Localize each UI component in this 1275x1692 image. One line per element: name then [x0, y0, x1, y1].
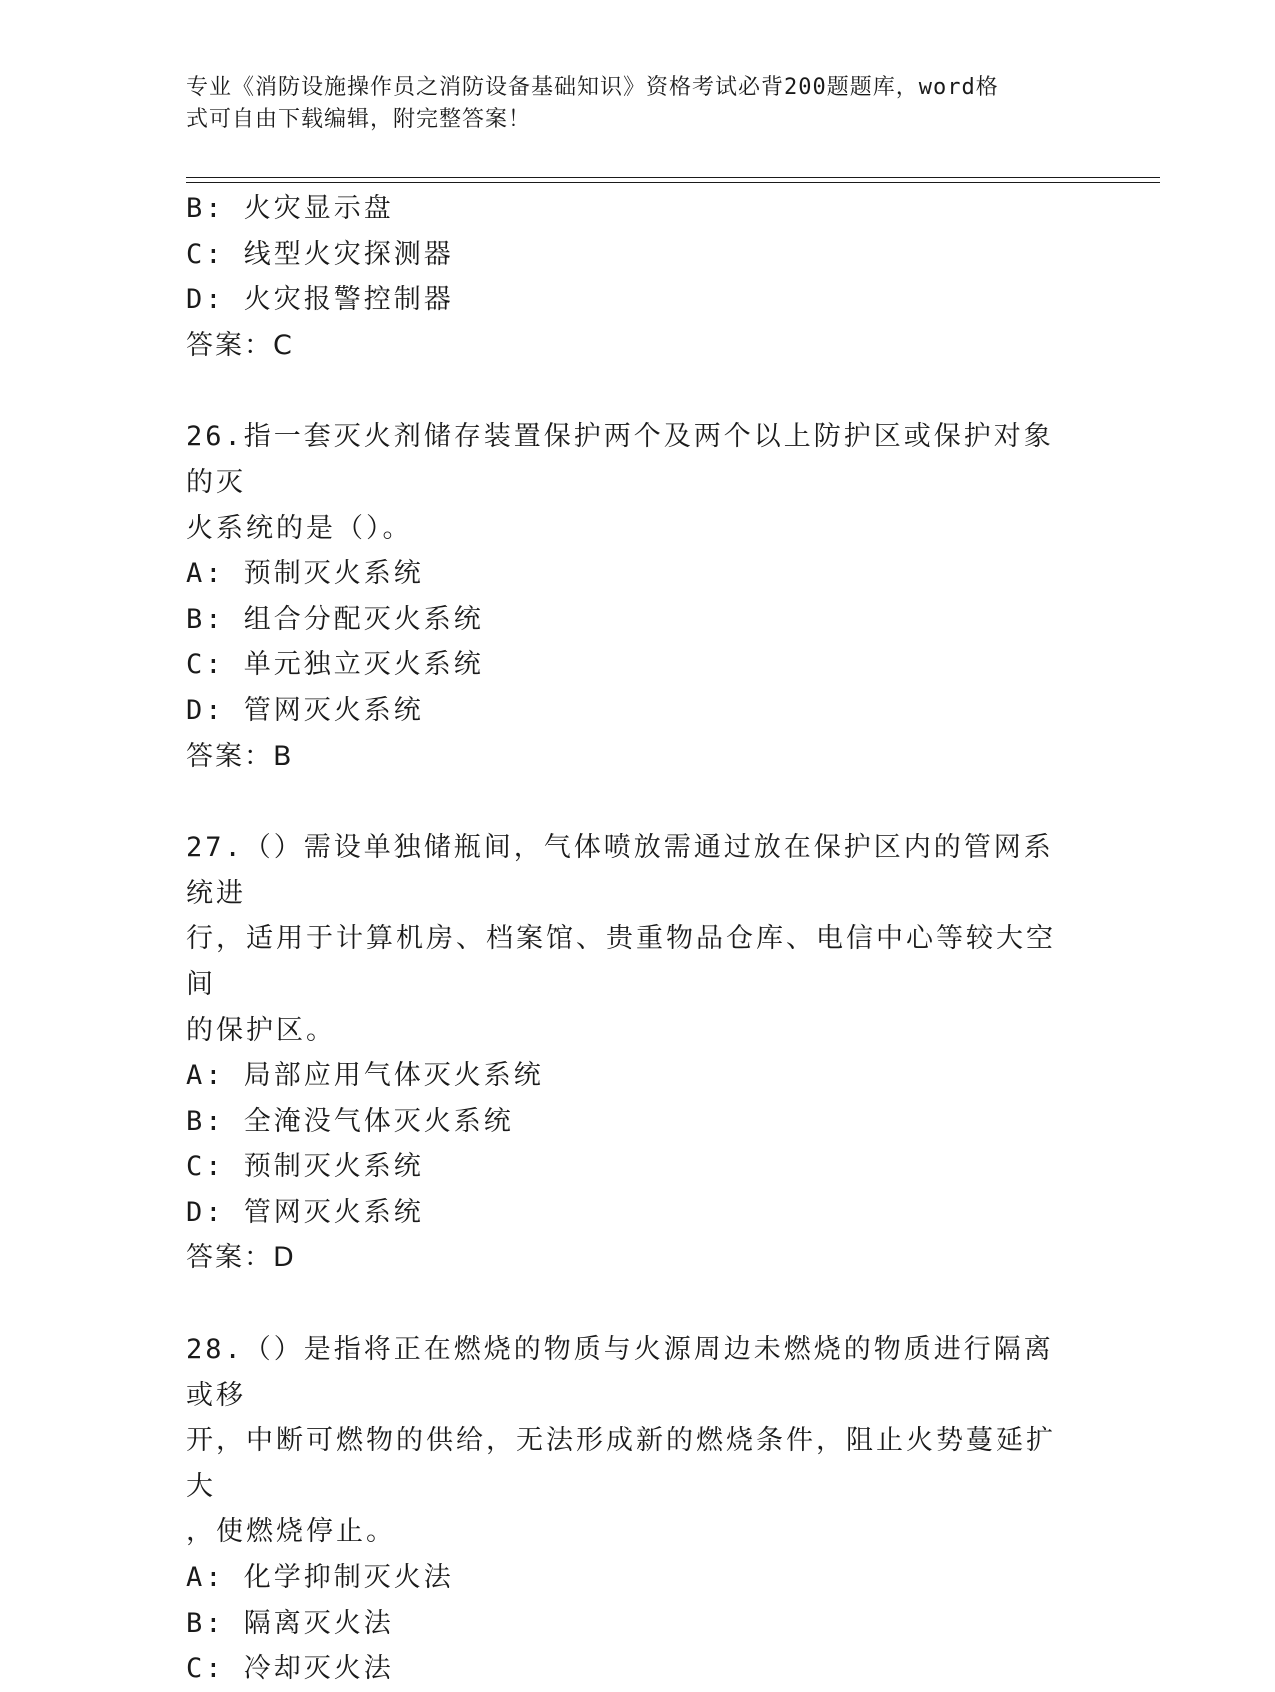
- question-text-line: 27.（）需设单独储瓶间，气体喷放需通过放在保护区内的管网系统进: [186, 832, 1054, 909]
- answer: 答案：B: [186, 740, 294, 772]
- document-header: [186, 72, 1066, 136]
- option-a: A: 局部应用气体灭火系统: [186, 1060, 544, 1092]
- option-a: A: 预制灭火系统: [186, 558, 424, 590]
- header-line-2: 式可自由下载编辑，附完整答案！: [186, 107, 532, 132]
- option-b: B: 全淹没气体灭火系统: [186, 1105, 514, 1137]
- question-27: [186, 825, 1076, 1281]
- option-b: B: 组合分配灭火系统: [186, 603, 484, 635]
- option-c: C: 预制灭火系统: [186, 1151, 424, 1183]
- option-b: B: 隔离灭火法: [186, 1607, 394, 1639]
- header-line-1: 专业《消防设施操作员之消防设备基础知识》资格考试必背200题题库，word格: [186, 75, 999, 100]
- question-text-line: 行，适用于计算机房、档案馆、贵重物品仓库、电信中心等较大空间: [186, 923, 1056, 1000]
- option-c: C: 线型火灾探测器: [186, 238, 454, 270]
- header-divider-top: [186, 177, 1160, 178]
- option-b: B: 火灾显示盘: [186, 193, 394, 224]
- answer: 答案：D: [186, 1242, 296, 1274]
- question-26: [186, 414, 1076, 779]
- question-text-line: 的保护区。: [186, 1014, 336, 1046]
- option-d: D: 管网灭火系统: [186, 694, 424, 726]
- question-text-line: 开，中断可燃物的供给，无法形成新的燃烧条件，阻止火势蔓延扩大: [186, 1425, 1056, 1502]
- option-c: C: 单元独立灭火系统: [186, 649, 484, 681]
- option-a: A: 化学抑制灭火法: [186, 1562, 454, 1594]
- document-body: [186, 186, 1076, 1692]
- question-text-line: 火系统的是（）。: [186, 512, 413, 544]
- option-d: D: 火灾报警控制器: [186, 284, 454, 316]
- partial-question: [186, 186, 1076, 368]
- question-text-line: ，使燃烧停止。: [186, 1516, 396, 1548]
- option-c: C: 冷却灭火法: [186, 1653, 394, 1685]
- question-text-line: 28.（）是指将正在燃烧的物质与火源周边未燃烧的物质进行隔离或移: [186, 1334, 1054, 1411]
- question-28: [186, 1327, 1076, 1692]
- question-text-line: 26.指一套灭火剂储存装置保护两个及两个以上防护区或保护对象的灭: [186, 421, 1054, 498]
- option-d: D: 管网灭火系统: [186, 1196, 424, 1228]
- answer: 答案：C: [186, 329, 294, 361]
- header-divider-bottom: [186, 182, 1160, 183]
